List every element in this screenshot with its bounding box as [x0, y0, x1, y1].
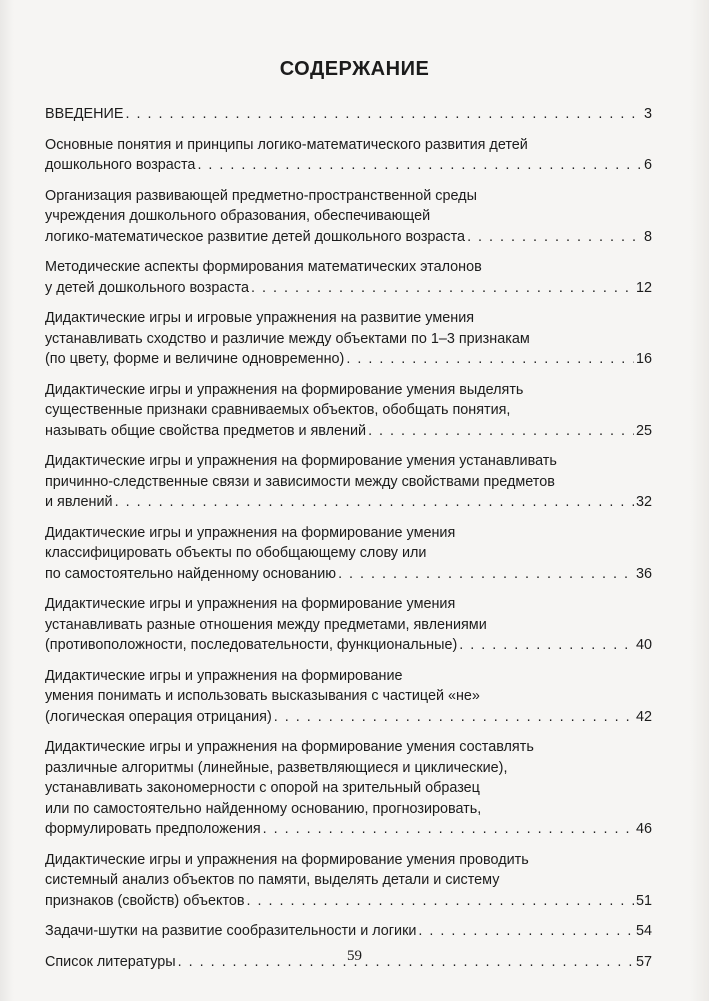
- toc-page-number: 32: [635, 494, 652, 510]
- toc-entry-last-line: [45, 921, 652, 942]
- toc-entry: [45, 380, 652, 442]
- toc-page-number: 46: [635, 821, 652, 837]
- toc-leader-dots: [467, 227, 642, 248]
- toc-entry-line: классифицировать объекты по обобщающему слову или: [45, 545, 427, 561]
- toc-entry: [45, 666, 652, 728]
- toc-entry-line: Дидактические игры и упражнения на формирование: [45, 667, 403, 684]
- toc-entry-text: признаков (свойств) объектов: [45, 892, 245, 909]
- toc-entry-line: или по самостоятельно найденному основанию, прогнозировать,: [45, 800, 482, 817]
- toc-entry: [45, 308, 652, 370]
- toc-entry-last-line: [45, 819, 652, 840]
- toc-entry-line: системный анализ объектов по памяти, выделять детали и систему: [45, 872, 500, 888]
- toc-entry-text: Список литературы: [45, 953, 176, 970]
- toc-entry-text: Задачи-шутки на развитие сообразительности и логики: [45, 923, 417, 939]
- toc-entry: [45, 850, 652, 912]
- toc-entry-last-line: [45, 227, 652, 248]
- toc-entry-text: (логическая операция отрицания): [45, 708, 272, 725]
- toc-entry-last-line: [45, 707, 652, 728]
- toc-page-number: 36: [635, 565, 652, 582]
- toc-entry-text: дошкольного возраста: [45, 157, 196, 173]
- toc-leader-dots: [346, 349, 634, 370]
- toc-entry-last-line: [45, 564, 652, 585]
- toc-leader-dots: [459, 635, 634, 656]
- toc-entry-last-line: [45, 278, 652, 299]
- toc-entry: [45, 594, 652, 656]
- toc-page-number: 40: [635, 637, 652, 653]
- toc-leader-dots: [274, 707, 634, 728]
- toc-entry-line: Методические аспекты формирования математических эталонов: [45, 259, 482, 275]
- toc-leader-dots: [125, 104, 642, 125]
- toc-entry-text: формулировать предположения: [45, 821, 261, 837]
- toc-page-number: 54: [635, 923, 652, 939]
- toc-entry-line: существенные признаки сравниваемых объектов, обобщать понятия,: [45, 402, 511, 418]
- toc-entry: [45, 104, 652, 125]
- toc-page-number: 57: [635, 953, 652, 970]
- toc-page-number: 16: [635, 351, 652, 367]
- toc-entry: [45, 135, 652, 176]
- toc-leader-dots: [251, 278, 634, 299]
- toc-page-number: 12: [635, 279, 652, 296]
- toc-entry-line: Дидактические игры и игровые упражнения на развитие умения: [45, 310, 475, 326]
- toc-entry-last-line: [45, 155, 652, 176]
- toc-page-number: 3: [643, 106, 652, 122]
- toc-entry-last-line: [45, 891, 652, 912]
- toc-entry-line: Дидактические игры и упражнения на формирование умения: [45, 596, 456, 612]
- toc-page-number: 51: [635, 892, 652, 909]
- toc-entry-last-line: [45, 421, 652, 442]
- toc-entry: [45, 257, 652, 298]
- toc-leader-dots: [247, 891, 634, 912]
- toc-entry-line: Основные понятия и принципы логико-математического развития детей: [45, 136, 528, 153]
- toc-leader-dots: [368, 421, 634, 442]
- toc-entry-text: по самостоятельно найденному основанию: [45, 565, 337, 582]
- toc-entry-text: у детей дошкольного возраста: [45, 279, 250, 296]
- toc-entry-last-line: [45, 349, 652, 370]
- toc-entry-line: учреждения дошкольного образования, обеспечивающей: [45, 208, 431, 224]
- toc-entry-line: различные алгоритмы (линейные, разветвляющиеся и циклические),: [45, 759, 508, 776]
- toc-entry-line: устанавливать сходство и различие между объектами по 1–3 признакам: [45, 330, 530, 347]
- toc-entry-last-line: [45, 635, 652, 656]
- toc-entry-line: причинно-следственные связи и зависимости между свойствами предметов: [45, 473, 555, 490]
- toc-entry: [45, 921, 652, 942]
- toc-entry-text: ВВЕДЕНИЕ: [45, 106, 124, 122]
- toc-entry-text: (по цвету, форме и величине одновременно): [45, 351, 345, 367]
- toc-entry-text: называть общие свойства предметов и явлений: [45, 422, 367, 439]
- toc-leader-dots: [115, 492, 634, 513]
- toc-page-number: 6: [643, 157, 652, 173]
- page-number: 59: [347, 948, 362, 964]
- toc-leader-dots: [418, 921, 634, 942]
- page-title: СОДЕРЖАНИЕ: [279, 58, 430, 80]
- toc-page-number: 8: [643, 228, 652, 245]
- toc-entry-last-line: [45, 104, 652, 125]
- toc-entry-last-line: [45, 492, 652, 513]
- toc-entry: [45, 186, 652, 248]
- toc-page-number: 42: [635, 708, 652, 725]
- toc-entry-line: Дидактические игры и упражнения на формирование умения проводить: [45, 851, 529, 868]
- toc-entry-line: устанавливать разные отношения между предметами, явлениями: [45, 616, 487, 633]
- toc-leader-dots: [338, 564, 634, 585]
- toc-leader-dots: [263, 819, 634, 840]
- toc-entry-line: Дидактические игры и упражнения на формирование умения составлять: [45, 739, 534, 755]
- toc-entry-line: устанавливать закономерности с опорой на зрительный образец: [45, 780, 480, 796]
- toc-entry-text: логико-математическое развитие детей дошкольного возраста: [45, 228, 466, 245]
- toc-entry-line: Дидактические игры и упражнения на формирование умения: [45, 524, 456, 541]
- toc-entry-line: Дидактические игры и упражнения на формирование умения устанавливать: [45, 453, 557, 469]
- table-of-contents: [45, 104, 652, 982]
- toc-entry-text: и явлений: [45, 494, 113, 510]
- toc-entry-line: умения понимать и использовать высказывания с частицей «не»: [45, 688, 480, 704]
- toc-entry-line: Организация развивающей предметно-пространственной среды: [45, 187, 477, 204]
- toc-entry-line: Дидактические игры и упражнения на формирование умения выделять: [45, 381, 524, 398]
- toc-page-number: 25: [635, 422, 652, 439]
- toc-entry-text: (противоположности, последовательности, функциональные): [45, 637, 458, 653]
- toc-leader-dots: [197, 155, 642, 176]
- toc-entry: [45, 451, 652, 513]
- toc-entry: [45, 737, 652, 840]
- toc-entry: [45, 523, 652, 585]
